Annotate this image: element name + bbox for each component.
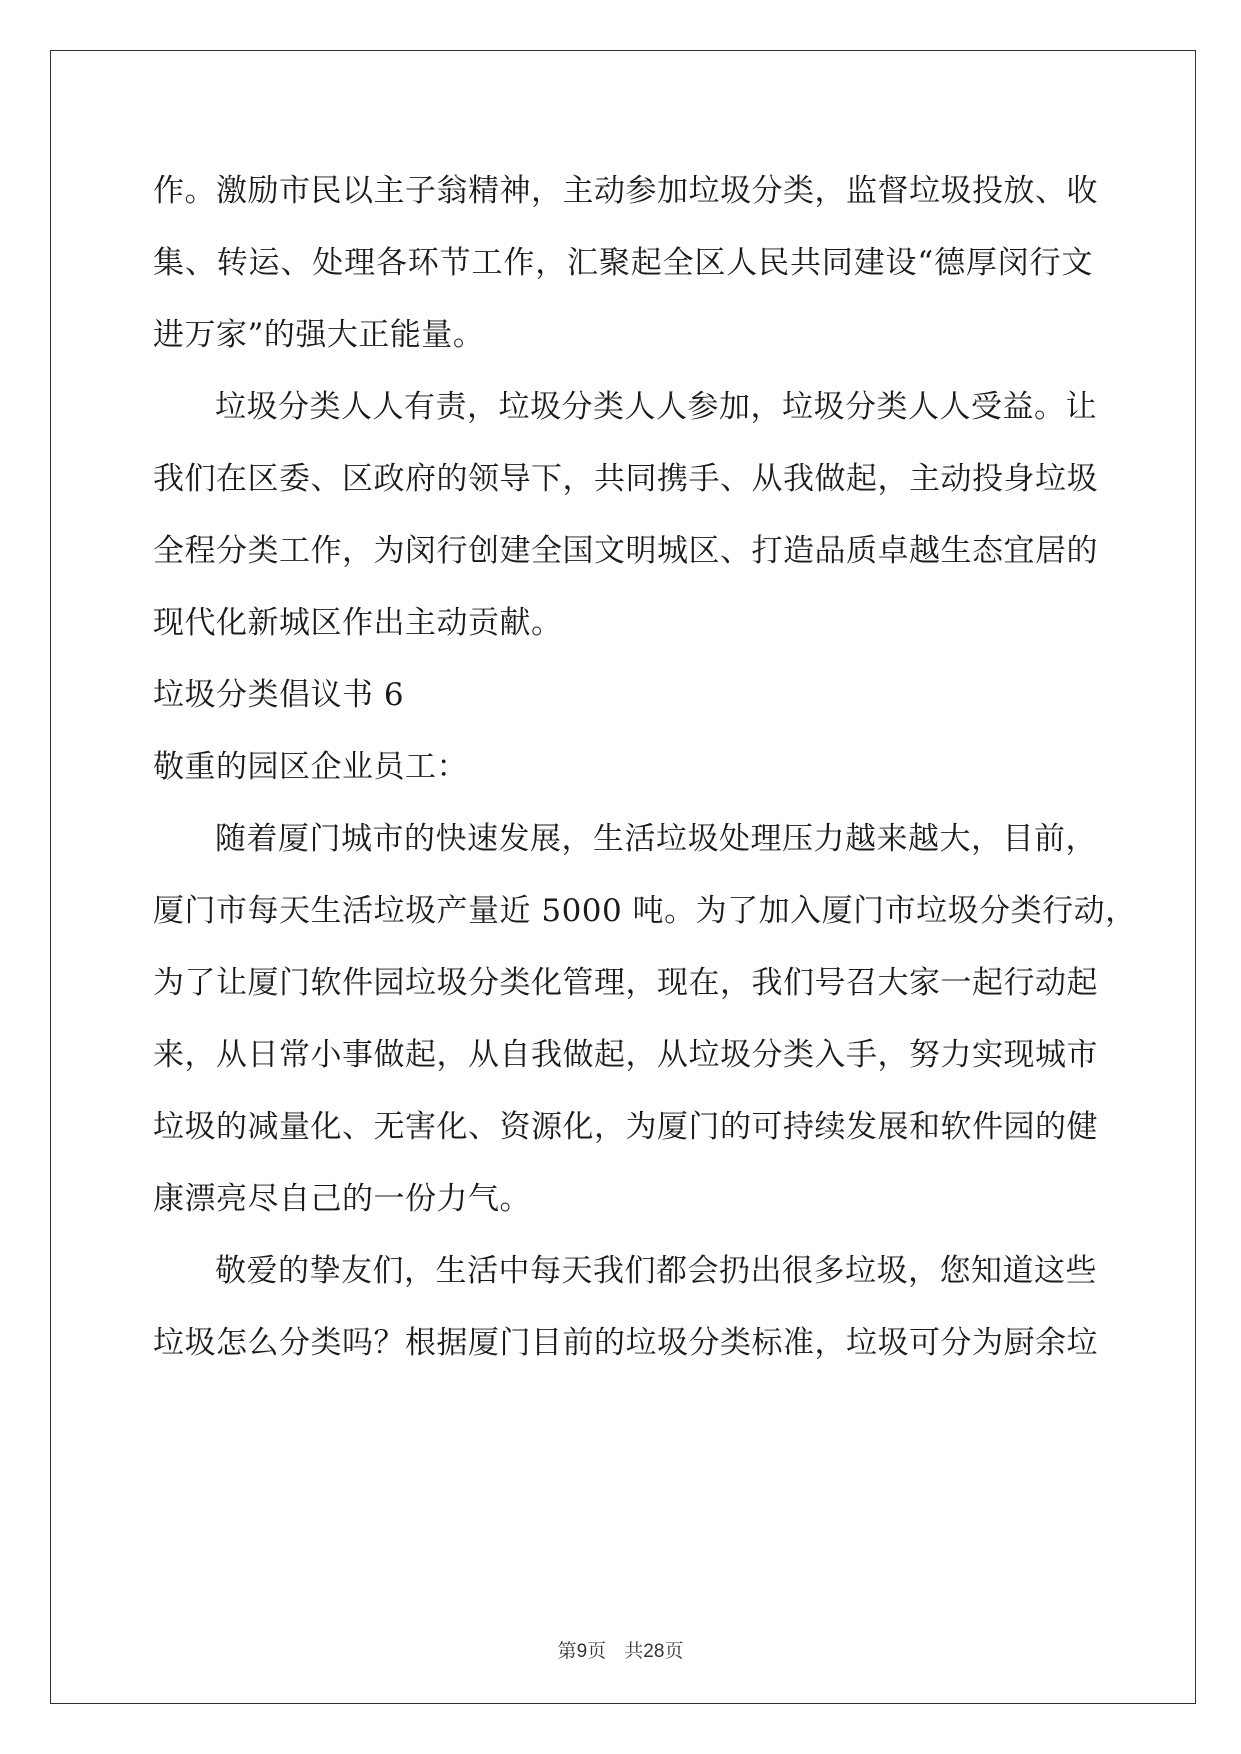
- total-pages: 28: [643, 1641, 665, 1662]
- text-line: 垃圾怎么分类吗？根据厦门目前的垃圾分类标准，垃圾可分为厨余垃: [153, 1325, 1098, 1361]
- document-body: [153, 155, 1137, 1379]
- text-line: 作。激励市民以主子翁精神，主动参加垃圾分类，监督垃圾投放、收: [153, 173, 1098, 209]
- footer-total-suffix: 页: [664, 1640, 684, 1662]
- text-line: 为了让厦门软件园垃圾分类化管理，现在，我们号召大家一起行动起: [153, 965, 1098, 1001]
- salutation: 敬重的园区企业员工：: [153, 749, 468, 785]
- section-heading: 垃圾分类倡议书 6: [153, 677, 405, 713]
- text-line: 全程分类工作，为闵行创建全国文明城区、打造品质卓越生态宜居的: [153, 533, 1098, 569]
- footer-page-suffix: 页: [587, 1640, 607, 1662]
- text-line: 集、转运、处理各环节工作，汇聚起全区人民共同建设“德厚闵行文: [153, 245, 1093, 281]
- text-line: 进万家”的强大正能量。: [153, 317, 485, 353]
- text-line: 我们在区委、区政府的领导下，共同携手、从我做起，主动投身垃圾: [153, 461, 1098, 497]
- text-line: 来，从日常小事做起，从自我做起，从垃圾分类入手，努力实现城市: [153, 1037, 1098, 1073]
- text-line: 垃圾分类人人有责，垃圾分类人人参加，垃圾分类人人受益。让: [215, 389, 1097, 425]
- text-line: 垃圾的减量化、无害化、资源化，为厦门的可持续发展和软件园的健: [153, 1109, 1098, 1145]
- text-line: 随着厦门城市的快速发展，生活垃圾处理压力越来越大，目前，: [215, 821, 1097, 857]
- footer-total-prefix: 共: [624, 1640, 644, 1662]
- footer-prefix: 第: [557, 1640, 577, 1662]
- text-line: 康漂亮尽自己的一份力气。: [153, 1181, 531, 1217]
- text-line: 现代化新城区作出主动贡献。: [153, 605, 563, 641]
- page-number: 9: [576, 1641, 588, 1662]
- text-line: 厦门市每天生活垃圾产量近 5000 吨。为了加入厦门市垃圾分类行动，: [153, 893, 1137, 929]
- text-line: 敬爱的挚友们，生活中每天我们都会扔出很多垃圾，您知道这些: [215, 1253, 1097, 1289]
- page-footer: [0, 1636, 1241, 1663]
